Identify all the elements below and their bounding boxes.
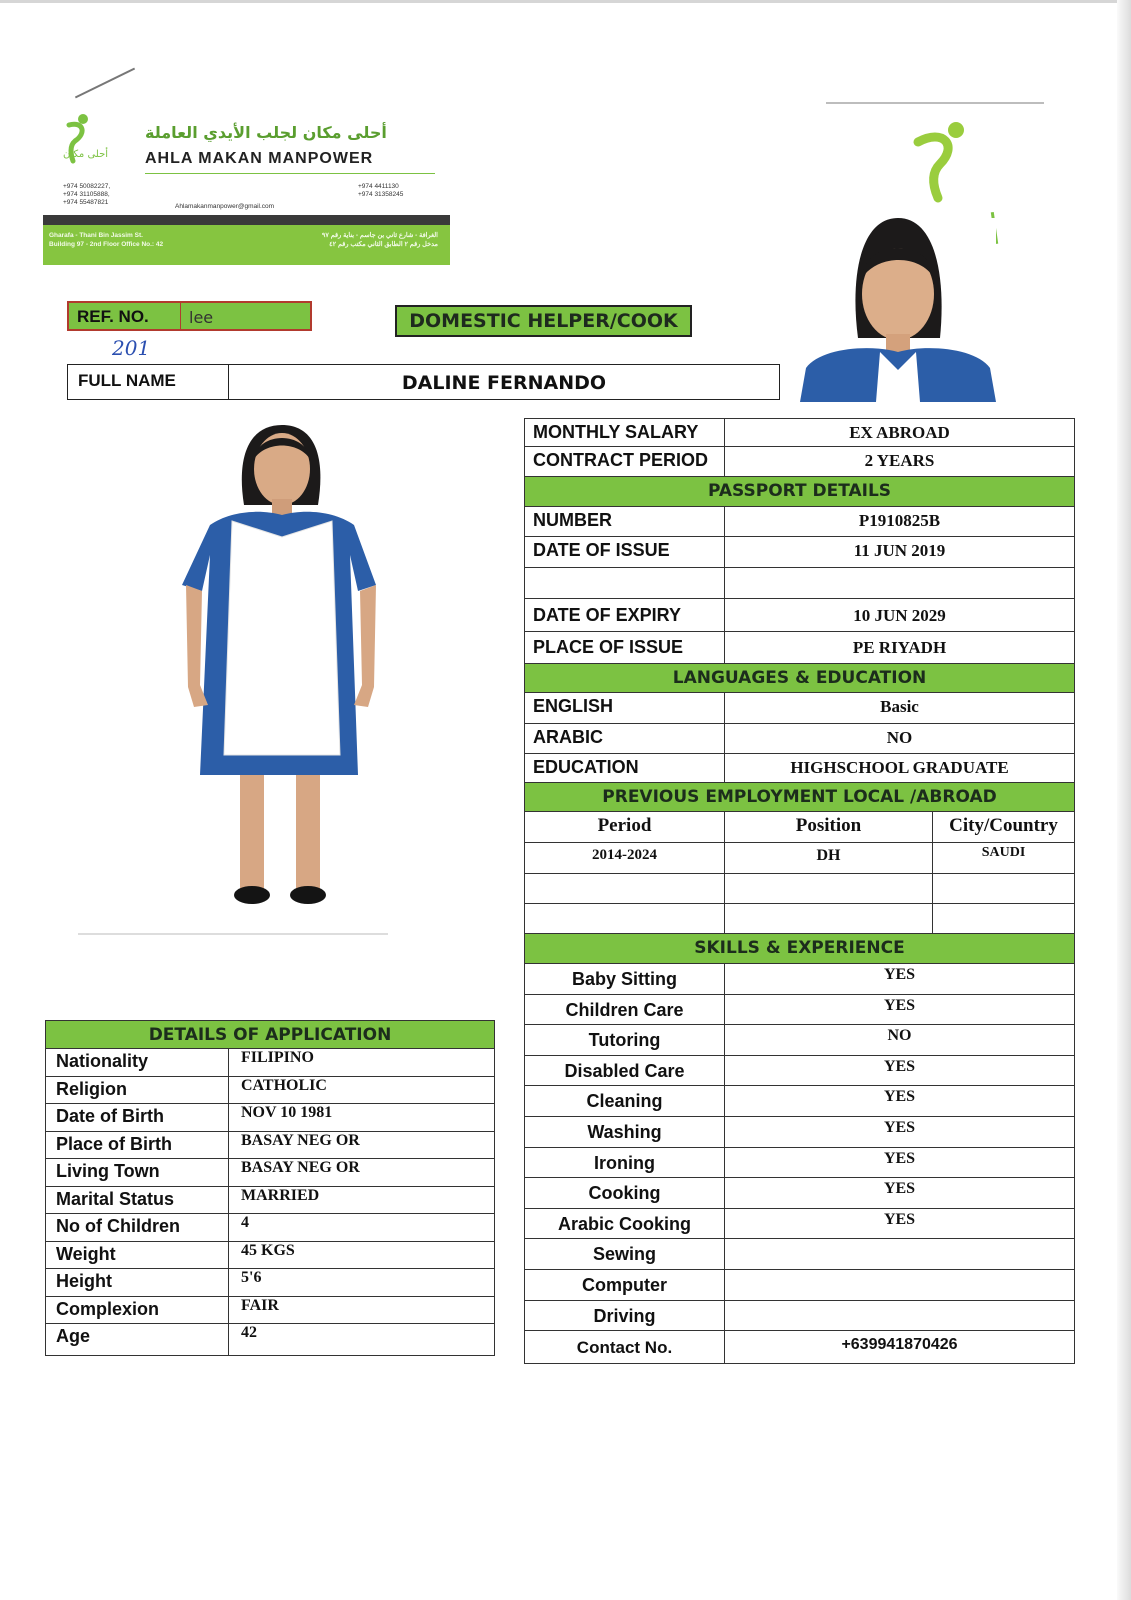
passport-empty-row [524, 568, 1075, 599]
skill-label: Washing [525, 1117, 725, 1147]
skill-label: Sewing [525, 1239, 725, 1269]
employment-row [524, 843, 1075, 874]
skills-list [524, 964, 1075, 1331]
detail-value: CATHOLIC [241, 1076, 327, 1094]
place-of-issue-row [524, 632, 1075, 664]
contract-period-value: 2 YEARS [864, 451, 935, 470]
skill-value: YES [883, 1180, 916, 1198]
detail-value: 42 [241, 1324, 257, 1341]
agency-phones-left: +974 50082227, +974 31105888, +974 55487821 [63, 183, 111, 206]
agency-large-logo-icon [910, 120, 980, 204]
skill-row [524, 1209, 1075, 1240]
detail-label: No of Children [46, 1214, 229, 1241]
detail-label: Complexion [46, 1297, 229, 1324]
scan-right-edge [1117, 0, 1131, 1600]
detail-row [45, 1214, 495, 1242]
date-of-issue-label: DATE OF ISSUE [525, 537, 725, 567]
detail-value: BASAY NEG OR [241, 1131, 360, 1149]
full-name-value: DALINE FERNANDO [401, 372, 607, 394]
letterhead-dark-bar [43, 215, 450, 225]
skill-label: Baby Sitting [525, 964, 725, 994]
agency-address-english: Gharafa - Thani Bin Jassim St. Building 97 - 2nd Floor Office No.: 42 [49, 232, 164, 248]
employment-country-header: City/Country [949, 815, 1058, 836]
skill-value [725, 1301, 1074, 1331]
education-label: EDUCATION [525, 754, 725, 782]
employment-empty-row [524, 874, 1075, 904]
skill-row [524, 1178, 1075, 1209]
skill-value: YES [883, 1057, 916, 1075]
detail-row [45, 1187, 495, 1215]
detail-value: 5'6 [241, 1269, 262, 1286]
skill-label: Tutoring [525, 1025, 725, 1055]
applicant-portrait-photo [800, 218, 996, 402]
contact-row [524, 1331, 1075, 1364]
full-name-label: FULL NAME [68, 365, 229, 399]
previous-employment-heading: PREVIOUS EMPLOYMENT LOCAL /ABROAD [524, 783, 1075, 812]
skill-value: YES [883, 1088, 916, 1106]
detail-label: Nationality [46, 1049, 229, 1076]
detail-value: MARRIED [241, 1186, 320, 1204]
empty-cell [725, 904, 933, 933]
detail-row [45, 1324, 495, 1356]
details-of-application-table [45, 1020, 495, 1356]
full-name-row [67, 364, 780, 400]
monthly-salary-label: MONTHLY SALARY [525, 419, 725, 446]
employment-position-header: Position [725, 812, 933, 842]
skill-row [524, 1086, 1075, 1117]
detail-value: FILIPINO [241, 1049, 314, 1066]
skill-label: Driving [525, 1301, 725, 1331]
skill-row [524, 1117, 1075, 1148]
passport-number-row [524, 507, 1075, 537]
detail-row [45, 1269, 495, 1297]
arabic-label: ARABIC [525, 724, 725, 753]
ref-number-box [67, 301, 312, 331]
ref-number-value: lee [189, 308, 214, 327]
passport-number-label: NUMBER [525, 507, 725, 536]
detail-label: Living Town [46, 1159, 229, 1186]
education-row [524, 754, 1075, 783]
agency-letterhead [43, 105, 450, 263]
detail-label: Place of Birth [46, 1132, 229, 1159]
date-of-expiry-row [524, 599, 1075, 632]
skill-label: Cooking [525, 1178, 725, 1208]
ref-number-label: REF. NO. [69, 303, 181, 329]
education-value: HIGHSCHOOL GRADUATE [790, 758, 1009, 777]
employment-period-header: Period [525, 812, 725, 842]
skill-row [524, 1239, 1075, 1270]
skill-label: Ironing [525, 1148, 725, 1178]
empty-cell [933, 904, 1074, 933]
empty-cell [933, 874, 1074, 903]
ref-handwritten-number: 201 [112, 336, 151, 360]
date-of-expiry-label: DATE OF EXPIRY [525, 599, 725, 631]
skill-value: YES [883, 996, 916, 1014]
details-of-application-heading: DETAILS OF APPLICATION [45, 1020, 495, 1049]
detail-row [45, 1077, 495, 1105]
empty-cell [725, 874, 933, 903]
contract-period-label: CONTRACT PERIOD [525, 447, 725, 476]
skill-label: Computer [525, 1270, 725, 1300]
agency-email: Ahlamakanmanpower@gmail.com [175, 203, 275, 210]
detail-value: 45 KGS [241, 1241, 295, 1259]
agency-logo-text: أحلى مكان [63, 149, 109, 160]
top-right-rule [826, 102, 1044, 104]
passport-details-heading: PASSPORT DETAILS [524, 477, 1075, 507]
contract-period-row [524, 447, 1075, 477]
detail-label: Date of Birth [46, 1104, 229, 1131]
applicant-full-body-photo [170, 425, 400, 935]
employment-header-row [524, 812, 1075, 843]
detail-label: Age [46, 1324, 229, 1355]
detail-label: Height [46, 1269, 229, 1296]
arabic-value: NO [886, 728, 913, 747]
passport-number-value: P1910825B [858, 511, 941, 530]
skill-value [725, 1239, 1074, 1269]
agency-phones-right: +974 4411130 +974 31358245 [358, 183, 404, 198]
skill-row [524, 1056, 1075, 1087]
employment-empty-row [524, 904, 1075, 934]
pen-mark [75, 68, 135, 99]
skill-label: Arabic Cooking [525, 1209, 725, 1239]
skill-value: YES [883, 1210, 916, 1228]
skill-row [524, 1270, 1075, 1301]
languages-education-heading: LANGUAGES & EDUCATION [524, 664, 1075, 693]
english-value: Basic [880, 697, 919, 716]
agency-name-arabic: أحلى مكان لجلب الأيدي العاملة [145, 123, 387, 142]
empty-cell [525, 874, 725, 903]
detail-row [45, 1104, 495, 1132]
employment-country: SAUDI [981, 845, 1026, 860]
monthly-salary-value: EX ABROAD [849, 423, 950, 442]
skill-value: YES [883, 966, 916, 983]
skill-row [524, 1301, 1075, 1332]
english-label: ENGLISH [525, 693, 725, 723]
skill-value: NO [887, 1027, 912, 1045]
skill-row [524, 964, 1075, 995]
detail-label: Marital Status [46, 1187, 229, 1214]
scan-top-edge [0, 0, 1131, 3]
employment-position: DH [725, 843, 933, 873]
detail-value: BASAY NEG OR [241, 1159, 360, 1176]
skill-label: Children Care [525, 995, 725, 1025]
detail-label: Religion [46, 1077, 229, 1104]
summary-table [524, 418, 1075, 1364]
detail-value: 4 [241, 1214, 249, 1231]
monthly-salary-row [524, 418, 1075, 447]
employment-period: 2014-2024 [525, 843, 725, 873]
detail-row [45, 1159, 495, 1187]
skill-label: Cleaning [525, 1086, 725, 1116]
english-row [524, 693, 1075, 724]
detail-row [45, 1049, 495, 1077]
job-title: DOMESTIC HELPER/COOK [395, 305, 692, 337]
date-of-issue-value: 11 JUN 2019 [853, 541, 946, 560]
skill-row [524, 995, 1075, 1026]
place-of-issue-label: PLACE OF ISSUE [525, 632, 725, 663]
place-of-issue-value: PE RIYADH [852, 638, 947, 657]
arabic-row [524, 724, 1075, 754]
skill-value: YES [883, 1118, 916, 1136]
skill-label: Disabled Care [525, 1056, 725, 1086]
detail-value: FAIR [241, 1296, 279, 1314]
skill-row [524, 1148, 1075, 1179]
detail-row [45, 1297, 495, 1325]
detail-row [45, 1242, 495, 1270]
skills-experience-heading: SKILLS & EXPERIENCE [524, 934, 1075, 964]
empty-value-cell [725, 568, 1074, 598]
date-of-issue-row [524, 537, 1075, 568]
detail-row [45, 1132, 495, 1160]
skill-value: YES [883, 1149, 916, 1167]
agency-name-english: AHLA MAKAN MANPOWER [145, 150, 374, 167]
date-of-expiry-value: 10 JUN 2029 [853, 606, 946, 625]
detail-label: Weight [46, 1242, 229, 1269]
empty-label-cell [525, 568, 725, 598]
letterhead-rule [145, 173, 435, 174]
contact-value: +639941870426 [841, 1336, 958, 1354]
agency-address-arabic: الغرافة - شارع ثاني بن جاسم - بناية رقم ٩٧ مدخل رقم ٢ الطابق الثاني مكتب رقم ٤٢ [321, 232, 438, 248]
skill-row [524, 1025, 1075, 1056]
detail-value: NOV 10 1981 [241, 1104, 333, 1121]
empty-cell [525, 904, 725, 933]
contact-label: Contact No. [525, 1331, 725, 1363]
details-rows [45, 1049, 495, 1356]
skill-value [725, 1270, 1074, 1300]
photo-floor-line [78, 933, 388, 935]
